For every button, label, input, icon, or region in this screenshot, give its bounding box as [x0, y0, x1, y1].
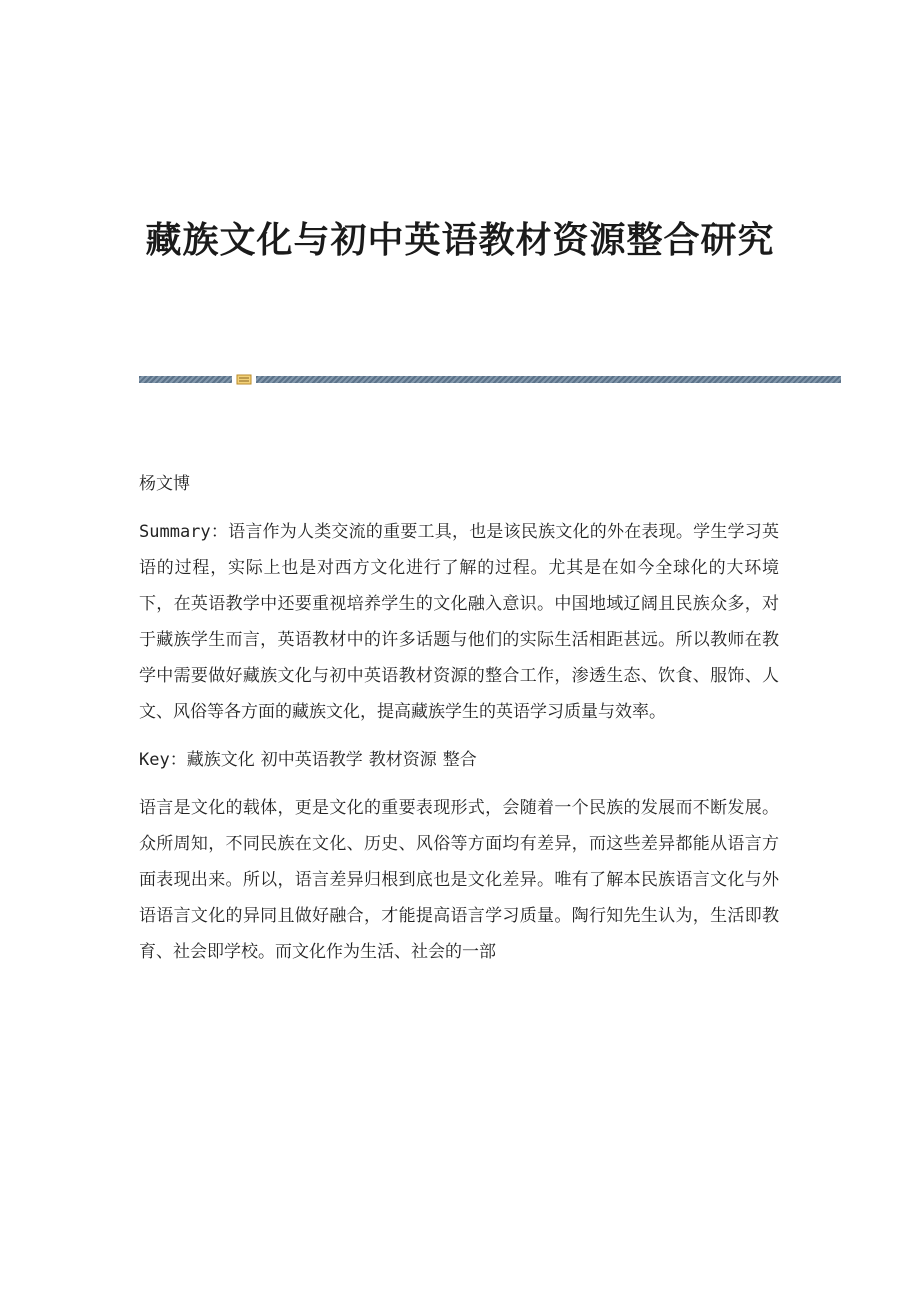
divider-bar-left: [139, 376, 232, 383]
keyword: 教材资源: [368, 750, 437, 770]
divider-bar-right: [256, 376, 841, 383]
keywords-paragraph: [139, 742, 779, 778]
key-label: Key：: [139, 750, 187, 770]
body-paragraph: 语言是文化的载体，更是文化的重要表现形式，会随着一个民族的发展而不断发展。众所周知，不同民族在文化、历史、风俗等方面均有差异，而这些差异都能从语言方面表现出来。所以，语言差异归根到底也是文化差异。唯有了解本民族语言文化与外语语言文化的异同且做好融合，才能提高语言学习质量。陶行知先生认为，生活即教育、社会即学校。而文化作为生活、社会的一部: [139, 798, 779, 962]
document-title: 藏族文化与初中英语教材资源整合研究: [145, 219, 775, 261]
summary-paragraph: [139, 514, 779, 730]
keyword: 藏族文化: [186, 750, 255, 770]
divider-ornament-icon: [236, 374, 252, 385]
title-divider: [139, 374, 841, 384]
author-name: 杨文博: [139, 474, 190, 494]
document-body: [139, 466, 779, 982]
summary-text: 语言作为人类交流的重要工具，也是该民族文化的外在表现。学生学习英语的过程，实际上也是对西方文化进行了解的过程。尤其是在如今全球化的大环境下，在英语教学中还要重视培养学生的文化融入意识。中国地域辽阔且民族众多，对于藏族学生而言，英语教材中的许多话题与他们的实际生活相距甚远。所以教师在教学中需要做好藏族文化与初中英语教材资源的整合工作，渗透生态、饮食、服饰、人文、风俗等各方面的藏族文化，提高藏族学生的英语学习质量与效率。: [139, 522, 779, 722]
summary-label: Summary：: [139, 522, 229, 542]
keyword: 整合: [442, 750, 477, 770]
keyword: 初中英语教学: [260, 750, 363, 770]
